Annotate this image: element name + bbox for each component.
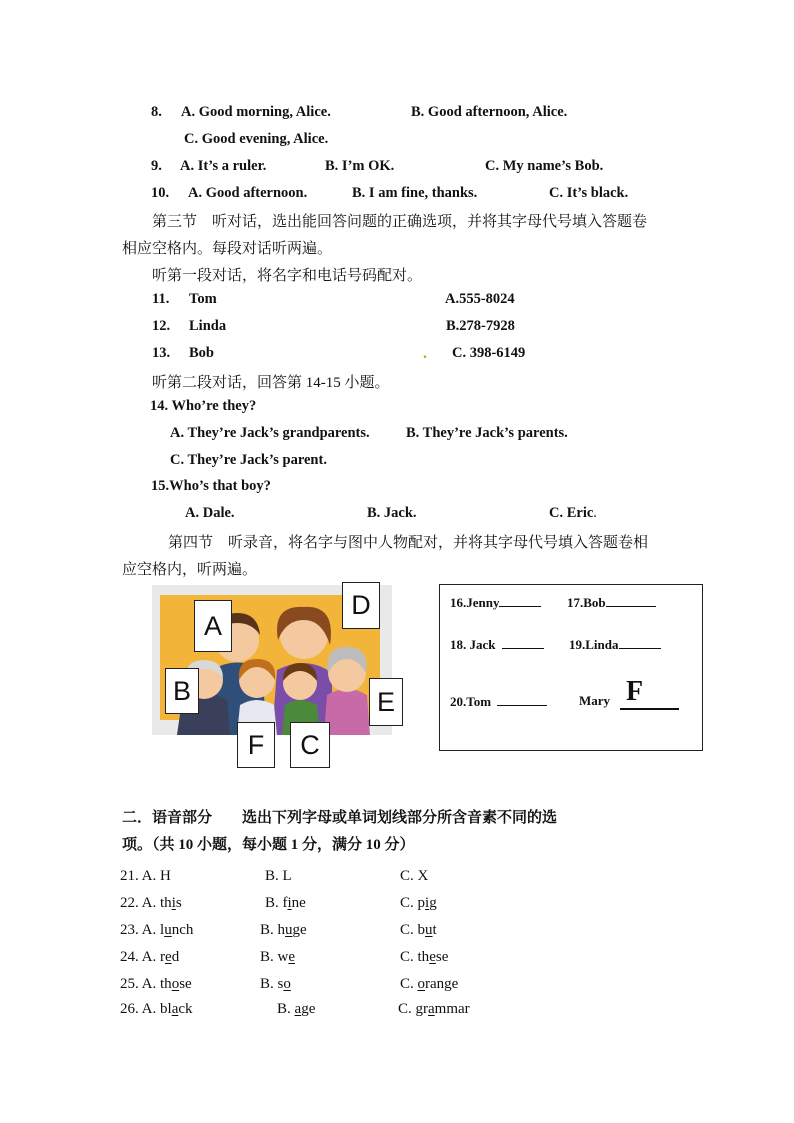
grandmother-figure: [324, 689, 370, 735]
q8-option-a: A. Good morning, Alice.: [181, 104, 331, 120]
phonics-option-b-cell: [260, 922, 307, 939]
phonics-item-number: 26. A.: [120, 1001, 161, 1017]
underlined-letters: a: [428, 1001, 435, 1017]
word-part: B.: [277, 1001, 295, 1017]
word-part: B. w: [260, 949, 289, 965]
underlined-letters: u: [425, 922, 433, 938]
phonics-option-b-cell: [260, 976, 291, 993]
q14-question: 14. Who’re they?: [150, 398, 257, 414]
q9-option-c: C. My name’s Bob.: [485, 158, 604, 174]
word-part: C. th: [400, 949, 430, 965]
picture-label-d: D: [342, 582, 380, 629]
q14-option-c: C. They’re Jack’s parent.: [170, 452, 327, 468]
word-part: C. X: [400, 868, 429, 884]
phonics-option-b: [260, 949, 295, 965]
word-part: range: [425, 976, 459, 992]
phonics-item: [120, 868, 171, 885]
phonics-option-a: [160, 868, 171, 884]
phonics-option-c: [398, 1001, 470, 1017]
underlined-letters: o: [171, 976, 180, 992]
phonics-option-c: [400, 922, 437, 938]
word-part: B. h: [260, 922, 286, 938]
phonics-item: [120, 922, 193, 939]
q10-option-a: A. Good afternoon.: [188, 185, 308, 201]
word-part: C. p: [400, 895, 426, 911]
phonics-item-number: 23. A.: [120, 922, 161, 938]
word-part: s: [175, 895, 182, 911]
answer-q16: 16.Jenny: [450, 594, 541, 611]
part2-heading-line2: 项。（共 10 小题，每小题 1 分，满分 10 分）: [122, 837, 415, 853]
phonics-option-b-cell: [265, 868, 292, 885]
phonics-item: [120, 1001, 193, 1018]
phonics-item-number: 22. A.: [120, 895, 161, 911]
phonics-option-b: [277, 1001, 315, 1017]
word-part: th: [160, 895, 172, 911]
word-part: B. f: [265, 895, 288, 911]
picture-label-c: C: [290, 722, 330, 768]
word-part: se: [435, 949, 449, 965]
word-part: g: [429, 895, 437, 911]
match-phone: C. 398-6149: [452, 345, 526, 361]
phonics-option-c-cell: [400, 949, 448, 966]
phonics-option-c-cell: [400, 868, 428, 885]
word-part: ge: [301, 1001, 316, 1017]
dialog1-intro: 听第一段对话，将名字和电话号码配对。: [152, 268, 423, 284]
word-part: nch: [171, 922, 194, 938]
word-part: ck: [178, 1001, 193, 1017]
word-part: th: [160, 976, 172, 992]
answer-q17: 17.Bob: [567, 594, 656, 611]
word-part: se: [179, 976, 192, 992]
phonics-option-b: [260, 976, 291, 992]
underlined-letters: e: [429, 949, 436, 965]
underlined-letters: i: [425, 895, 430, 911]
word-part: ge: [292, 922, 307, 938]
q10-number: 10.: [151, 185, 170, 201]
word-part: B. L: [265, 868, 292, 884]
section4-intro-line1: 第四节 听录音，将名字与图中人物配对，并将其字母代号填入答题卷相: [168, 535, 649, 551]
phonics-option-c-cell: [400, 976, 458, 993]
match-phone: A.555-8024: [445, 291, 515, 307]
phonics-item: [120, 976, 192, 993]
match-name: Bob: [189, 345, 214, 361]
part2-heading-line1: 二．语音部分 选出下列字母或单词划线部分所含音素不同的选: [122, 810, 558, 826]
q8-number: 8.: [151, 104, 162, 120]
phonics-option-b-cell: [265, 895, 306, 912]
match-name: Tom: [189, 291, 217, 307]
underlined-letters: i: [171, 895, 176, 911]
match-number: 11.: [152, 291, 170, 307]
underlined-letters: u: [285, 922, 293, 938]
q10-option-c: C. It’s black.: [549, 185, 629, 201]
q9-option-a: A. It’s a ruler.: [180, 158, 267, 174]
word-part: C. gr: [398, 1001, 428, 1017]
phonics-option-c: [400, 976, 458, 992]
underlined-letters: e: [165, 949, 172, 965]
word-part: C. b: [400, 922, 426, 938]
underlined-letters: u: [164, 922, 172, 938]
phonics-option-a: [160, 949, 179, 965]
word-part: mmar: [434, 1001, 470, 1017]
underlined-letters: e: [288, 949, 296, 965]
phonics-option-c: [400, 895, 437, 911]
q15-option-c: C. Eric.: [549, 505, 597, 521]
phonics-option-a: [160, 976, 192, 992]
answer-q19: 19.Linda: [569, 636, 661, 653]
underlined-letters: o: [417, 976, 426, 992]
section4-intro-line2: 应空格内，听两遍。: [122, 562, 258, 578]
picture-label-f: F: [237, 722, 275, 768]
match-name: Linda: [189, 318, 227, 334]
q8-option-c: C. Good evening, Alice.: [184, 131, 329, 147]
phonics-option-c-cell: [398, 1001, 470, 1018]
word-part: d: [171, 949, 180, 965]
q9-option-b: B. I’m OK.: [325, 158, 395, 174]
q10-option-b: B. I am fine, thanks.: [352, 185, 478, 201]
q14-option-a: A. They’re Jack’s grandparents.: [170, 425, 370, 441]
phonics-option-a: [160, 1001, 193, 1017]
phonics-item: [120, 895, 182, 912]
phonics-option-a: [160, 895, 182, 911]
answer-q18: 18. Jack: [450, 636, 544, 653]
phonics-option-c-cell: [400, 895, 437, 912]
picture-label-a: A: [194, 600, 232, 652]
underlined-letters: o: [283, 976, 291, 992]
underlined-letters: i: [287, 895, 292, 911]
underlined-letters: a: [171, 1001, 179, 1017]
word-part: H: [160, 868, 171, 884]
word-part: r: [160, 949, 166, 965]
q15-option-b: B. Jack.: [367, 505, 417, 521]
phonics-option-b-cell: [260, 949, 295, 966]
phonics-option-a: [160, 922, 193, 938]
word-part: l: [160, 922, 165, 938]
picture-label-b: B: [165, 668, 199, 714]
phonics-item-number: 21. A.: [120, 868, 161, 884]
phonics-option-b: [265, 895, 306, 911]
answer-mary-label: Mary: [579, 693, 611, 708]
word-part: B. s: [260, 976, 284, 992]
word-part: C.: [400, 976, 418, 992]
q15-question: 15.Who’s that boy?: [151, 478, 271, 494]
answer-mary-example: F: [620, 676, 679, 710]
q9-number: 9.: [151, 158, 162, 174]
phonics-option-c-cell: [400, 922, 437, 939]
picture-label-e: E: [369, 678, 403, 726]
stray-dot: .: [423, 345, 427, 362]
word-part: ne: [291, 895, 306, 911]
phonics-option-b-cell: [277, 1001, 315, 1018]
phonics-item: [120, 949, 179, 966]
section3-intro-line2: 相应空格内。每段对话听两遍。: [122, 241, 333, 257]
answer-q20: 20.Tom: [450, 693, 547, 710]
q14-option-b: B. They’re Jack’s parents.: [406, 425, 568, 441]
phonics-option-c: [400, 949, 448, 965]
phonics-item-number: 24. A.: [120, 949, 161, 965]
underlined-letters: a: [294, 1001, 302, 1017]
phonics-option-b: [265, 868, 292, 884]
word-part: t: [432, 922, 437, 938]
q15-option-a: A. Dale.: [185, 505, 235, 521]
match-number: 13.: [152, 345, 171, 361]
match-number: 12.: [152, 318, 171, 334]
phonics-item-number: 25. A.: [120, 976, 161, 992]
word-part: bl: [160, 1001, 172, 1017]
phonics-option-b: [260, 922, 307, 938]
dialog2-intro: 听第二段对话，回答第 14-15 小题。: [152, 375, 390, 391]
phonics-option-c: [400, 868, 428, 884]
match-phone: B.278-7928: [446, 318, 515, 334]
q8-option-b: B. Good afternoon, Alice.: [411, 104, 568, 120]
section3-intro-line1: 第三节 听对话，选出能回答问题的正确选项，并将其字母代号填入答题卷: [152, 214, 648, 230]
